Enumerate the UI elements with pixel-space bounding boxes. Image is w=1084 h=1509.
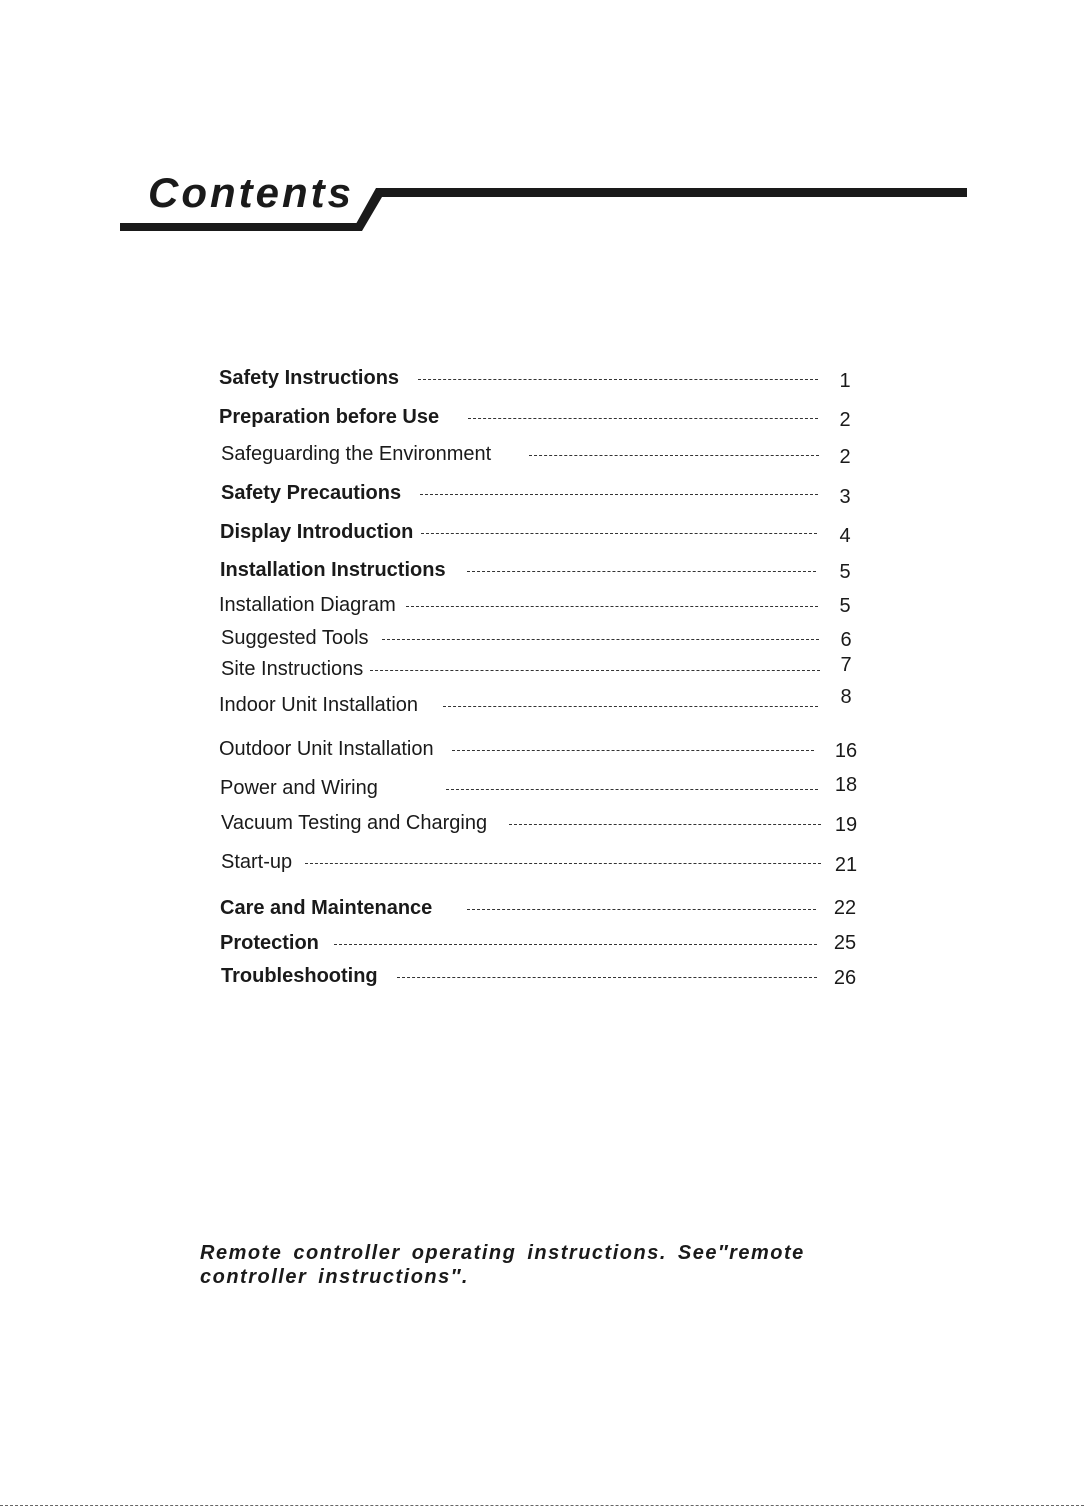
toc-entry-page: 5 (839, 595, 851, 617)
toc-entry-power-and-wiring[interactable] (0, 776, 1084, 806)
toc-dot-leader (467, 571, 816, 572)
toc-dot-leader (529, 455, 819, 456)
toc-entry-label: Installation Diagram (219, 594, 396, 616)
toc-dot-leader (418, 379, 818, 380)
toc-dot-leader (370, 670, 820, 671)
toc-dot-leader (443, 706, 818, 707)
toc-dot-leader (334, 944, 817, 945)
toc-entry-label: Care and Maintenance (220, 897, 433, 919)
toc-entry-safety-instructions[interactable] (0, 366, 1084, 396)
toc-entry-page: 7 (840, 654, 852, 676)
toc-entry-page: 22 (833, 897, 857, 919)
toc-dot-leader (305, 863, 821, 864)
toc-entry-outdoor-unit-installation[interactable] (0, 737, 1084, 767)
toc-entry-label: Safety Instructions (219, 367, 400, 389)
toc-dot-leader (468, 418, 818, 419)
remote-controller-note: Remote controller operating instructions. See″remote controller instructions″. (200, 1242, 805, 1288)
toc-entry-page: 18 (834, 774, 858, 796)
page-bottom-edge (0, 1505, 1084, 1506)
toc-entry-label: Suggested Tools (221, 627, 369, 649)
toc-entry-label: Start-up (221, 851, 293, 873)
toc-entry-label: Outdoor Unit Installation (219, 738, 434, 760)
toc-entry-care-and-maintenance[interactable] (0, 896, 1084, 926)
toc-entry-safety-precautions[interactable] (0, 481, 1084, 511)
toc-entry-preparation-before-use[interactable] (0, 405, 1084, 435)
toc-entry-safeguarding-the-environment[interactable] (0, 442, 1084, 472)
toc-entry-page: 16 (834, 740, 858, 762)
toc-entry-label: Protection (220, 932, 319, 954)
toc-entry-label: Safety Precautions (221, 482, 402, 504)
toc-entry-label: Vacuum Testing and Charging (221, 812, 488, 834)
toc-dot-leader (452, 750, 814, 751)
toc-entry-page: 21 (834, 854, 858, 876)
toc-entry-page: 4 (839, 525, 851, 547)
toc-entry-installation-diagram[interactable] (0, 593, 1084, 623)
toc-entry-label: Indoor Unit Installation (219, 694, 419, 716)
toc-entry-start-up[interactable] (0, 850, 1084, 880)
toc-entry-installation-instructions[interactable] (0, 558, 1084, 588)
toc-dot-leader (509, 824, 821, 825)
toc-entry-label: Site Instructions (221, 658, 364, 680)
toc-entry-display-introduction[interactable] (0, 520, 1084, 550)
toc-dot-leader (382, 639, 819, 640)
toc-dot-leader (397, 977, 817, 978)
toc-entry-label: Display Introduction (220, 521, 414, 543)
toc-entry-page: 1 (839, 370, 851, 392)
toc-entry-page: 2 (839, 446, 851, 468)
toc-entry-label: Installation Instructions (220, 559, 446, 581)
page-title: Contents (148, 169, 354, 216)
toc-entry-site-instructions[interactable] (0, 654, 1084, 687)
toc-entry-label: Troubleshooting (221, 965, 378, 987)
toc-entry-protection[interactable] (0, 931, 1084, 961)
toc-entry-page: 3 (839, 486, 851, 508)
toc-dot-leader (420, 494, 818, 495)
toc-entry-suggested-tools[interactable] (0, 626, 1084, 656)
toc-entry-page: 6 (840, 629, 852, 651)
toc-dot-leader (446, 789, 818, 790)
toc-entry-page: 8 (840, 686, 852, 708)
toc-dot-leader (421, 533, 817, 534)
toc-entry-page: 19 (834, 814, 858, 836)
toc-dot-leader (467, 909, 816, 910)
toc-entry-troubleshooting[interactable] (0, 964, 1084, 994)
toc-entry-label: Power and Wiring (220, 777, 378, 799)
toc-entry-page: 26 (833, 967, 857, 989)
toc-entry-label: Preparation before Use (219, 406, 440, 428)
toc-entry-vacuum-testing-and-charging[interactable] (0, 811, 1084, 841)
toc-entry-indoor-unit-installation[interactable] (0, 686, 1084, 723)
toc-dot-leader (406, 606, 818, 607)
toc-entry-page: 2 (839, 409, 851, 431)
toc-entry-label: Safeguarding the Environment (221, 443, 492, 465)
toc-entry-page: 5 (839, 561, 851, 583)
toc-entry-page: 25 (833, 932, 857, 954)
